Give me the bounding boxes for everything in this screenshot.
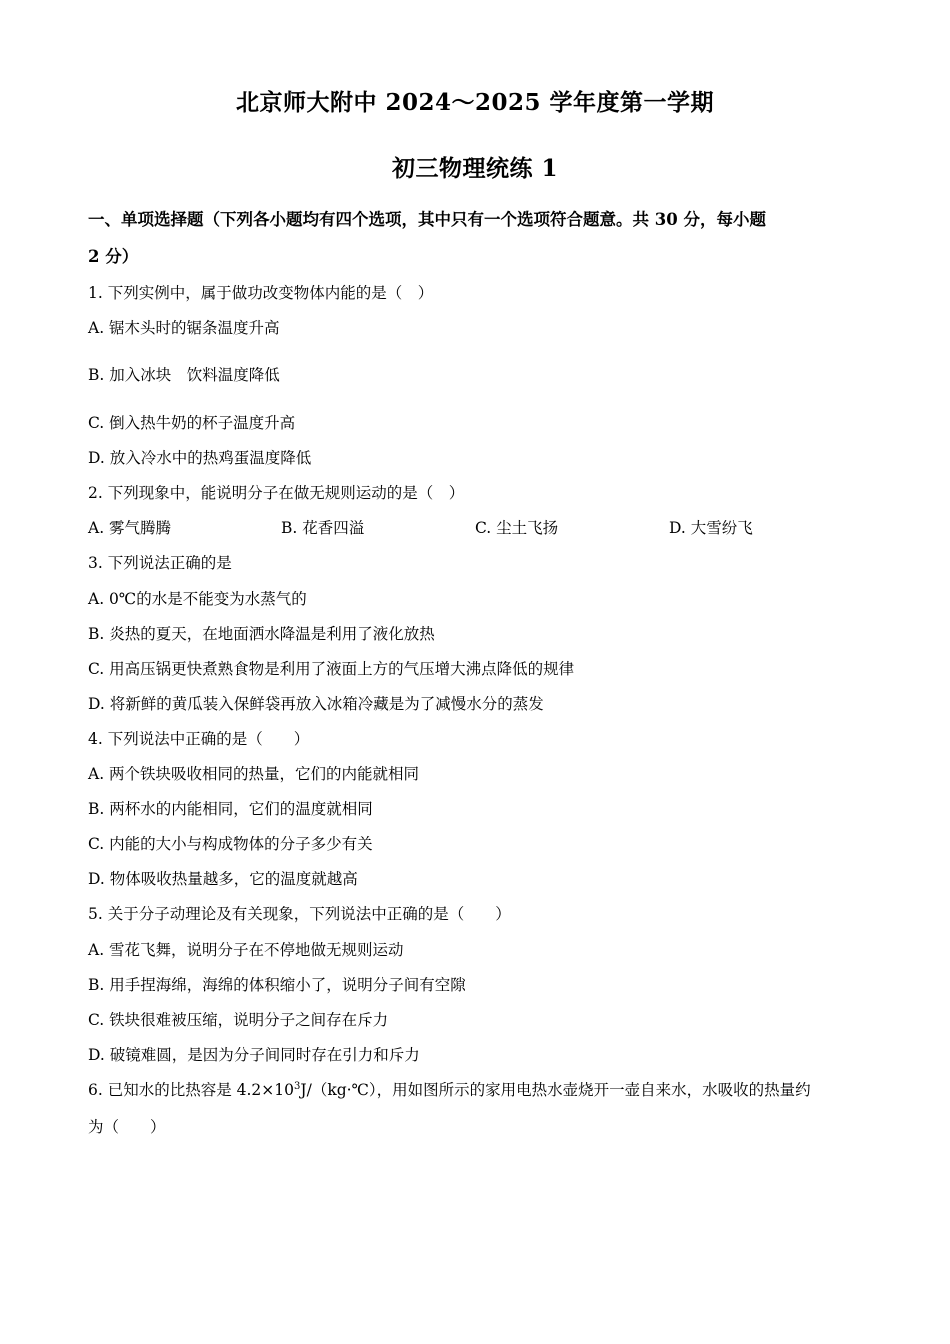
question-5-option-a: A. 雪花飞舞，说明分子在不停地做无规则运动: [88, 941, 404, 959]
question-6-stem: [88, 1078, 811, 1100]
question-5-stem: 5. 关于分子动理论及有关现象，下列说法中正确的是（ ）: [88, 905, 511, 923]
question-2-option-b: B. 花香四溢: [281, 519, 365, 537]
section-heading: 一、单项选择题（下列各小题均有四个选项，其中只有一个选项符合题意。共 30 分，每小题: [88, 210, 766, 229]
question-4-option-a: A. 两个铁块吸收相同的热量，它们的内能就相同: [88, 765, 420, 783]
question-1-stem: 1. 下列实例中，属于做功改变物体内能的是（ ）: [88, 284, 434, 302]
question-6-exponent: 3: [294, 1081, 301, 1092]
question-3-stem: 3. 下列说法正确的是: [88, 554, 232, 572]
question-1-option-a: A. 锯木头时的锯条温度升高: [88, 319, 280, 337]
question-4-option-c: C. 内能的大小与构成物体的分子多少有关: [88, 835, 373, 853]
question-1-option-b: B. 加入冰块 饮料温度降低: [88, 366, 280, 384]
question-5-option-b: B. 用手捏海绵，海绵的体积缩小了，说明分子间有空隙: [88, 976, 466, 994]
question-2-option-c: C. 尘土飞扬: [475, 519, 559, 537]
question-2-option-d: D. 大雪纷飞: [669, 519, 753, 537]
question-2-option-a: A. 雾气腾腾: [88, 519, 172, 537]
question-3-option-a: A. 0℃的水是不能变为水蒸气的: [88, 590, 307, 608]
question-6-stem-cont: 为（ ）: [88, 1118, 166, 1136]
question-2-stem: 2. 下列现象中，能说明分子在做无规则运动的是（ ）: [88, 484, 465, 502]
question-4-option-b: B. 两杯水的内能相同，它们的温度就相同: [88, 800, 373, 818]
question-3-option-d: D. 将新鲜的黄瓜装入保鲜袋再放入冰箱冷藏是为了减慢水分的蒸发: [88, 695, 544, 713]
exam-title: 北京师大附中 2024～2025 学年度第一学期: [235, 89, 715, 116]
question-3-option-b: B. 炎热的夏天，在地面洒水降温是利用了液化放热: [88, 625, 435, 643]
question-5-option-c: C. 铁块很难被压缩，说明分子之间存在斥力: [88, 1011, 389, 1029]
question-6-stem-part1: 6. 已知水的比热容是 4.2×10: [88, 1081, 295, 1099]
question-6-stem-part2: J/（kg·℃），用如图所示的家用电热水壶烧开一壶自来水，水吸收的热量约: [300, 1081, 811, 1099]
question-5-option-d: D. 破镜难圆，是因为分子间同时存在引力和斥力: [88, 1046, 420, 1064]
exam-subtitle: 初三物理统练 1: [391, 155, 558, 182]
section-heading-cont: 2 分）: [88, 247, 139, 266]
question-4-stem: 4. 下列说法中正确的是（ ）: [88, 730, 310, 748]
question-3-option-c: C. 用高压锅更快煮熟食物是利用了液面上方的气压增大沸点降低的规律: [88, 660, 575, 678]
question-4-option-d: D. 物体吸收热量越多，它的温度就越高: [88, 870, 358, 888]
question-1-option-c: C. 倒入热牛奶的杯子温度升高: [88, 414, 296, 432]
question-1-option-d: D. 放入冷水中的热鸡蛋温度降低: [88, 449, 312, 467]
